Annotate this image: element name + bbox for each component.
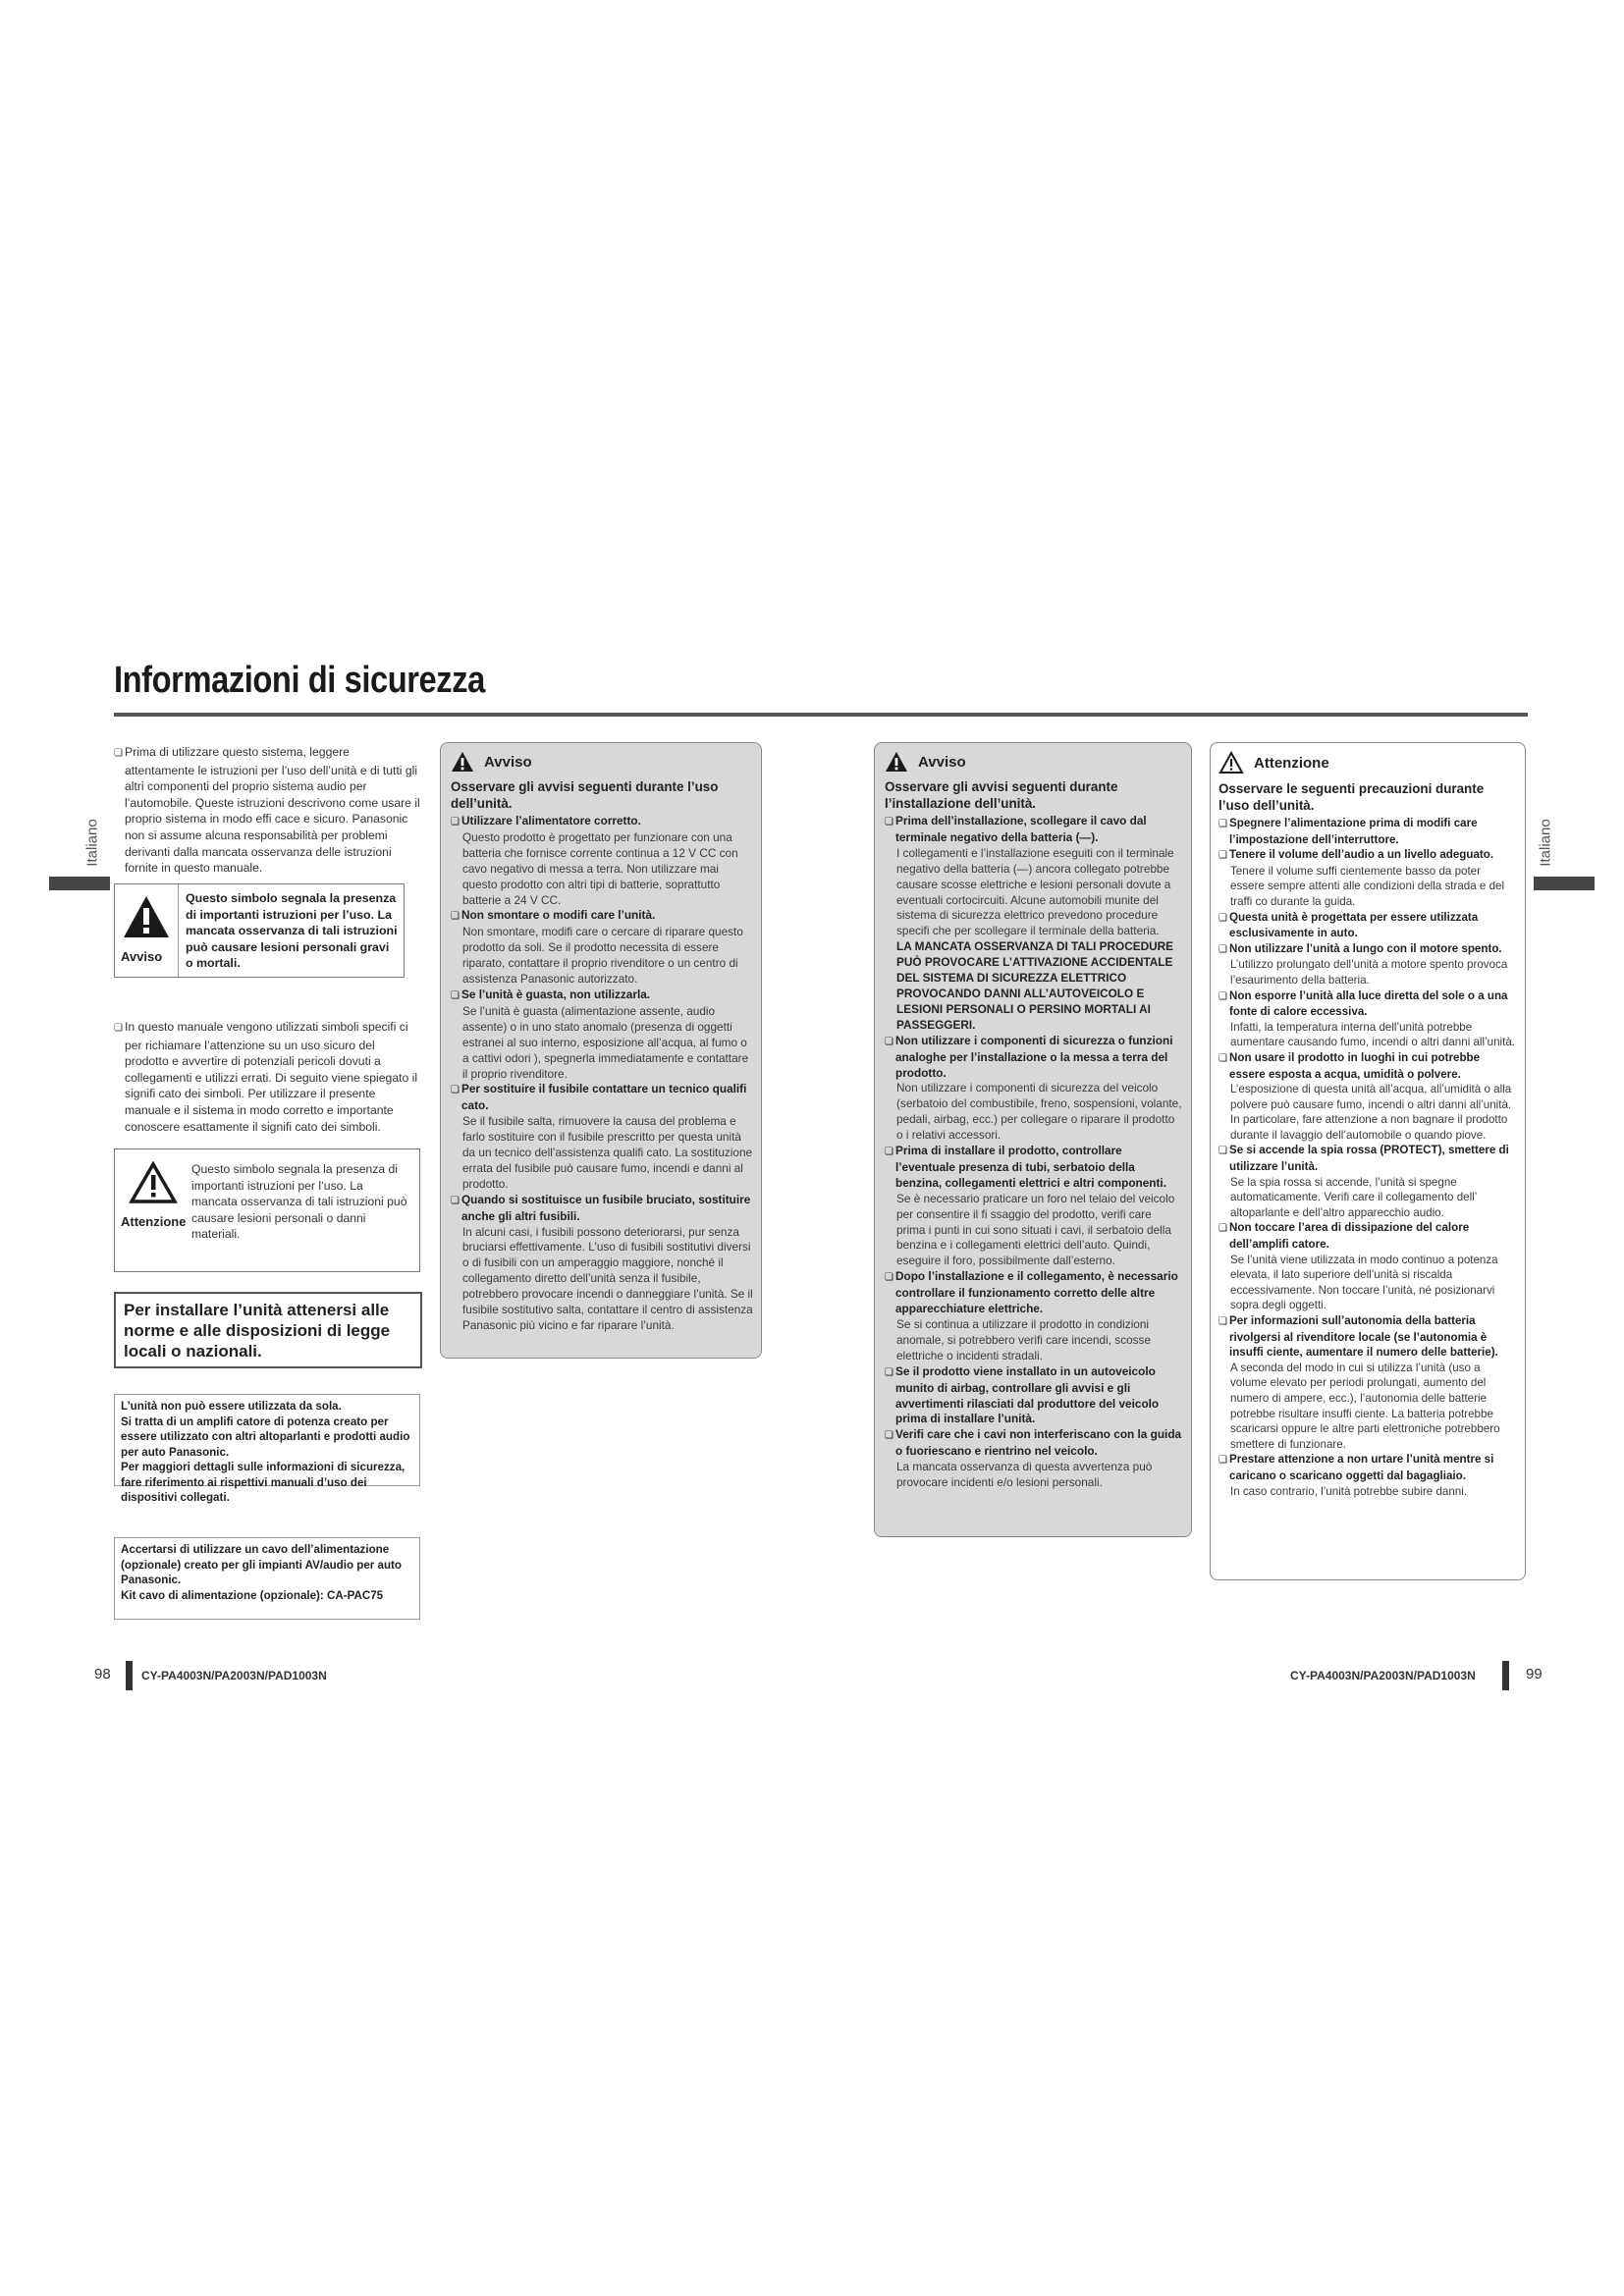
caution-item-title: ❏ Spegnere l’alimentazione prima di modifi care l’impostazione dell’interruttore.: [1218, 816, 1517, 847]
page-title: Informazioni di sicurezza: [114, 660, 485, 701]
caution-item-body: Se l’unità viene utilizzata in modo continuo a potenza elevata, il lato superiore dell’unità si riscalda eccessivamente. Non toccare l’unità, né posizionarvi sopra degli oggetti.: [1230, 1253, 1498, 1312]
warning-panel-installation-items: [885, 814, 1183, 1491]
warning-triangle-icon: [451, 751, 474, 773]
caution-item-body: A seconda del modo in cui si utilizza l’unità (uso a volume elevato per periodi prolungati, aumento del numero di ampere, ecc.), l’autonomia delle batterie potrebbe risultare insuffi ciente. La batteria potrebbe scaricarsi oppure le altre parti elettroniche potrebbero smettere di funzionare.: [1230, 1361, 1500, 1451]
caution-symbol-label: Attenzione: [121, 1214, 187, 1229]
caution-item-body: Se la spia rossa si accende, l’unità si spegne automaticamente. Verifi care il collegamento dell’ altoparlante e dell’altro apparecchio audio.: [1230, 1175, 1477, 1219]
side-tab-right: [1534, 877, 1595, 890]
warning-use-item-body: Se l’unità è guasta (alimentazione assente, audio assente) o in uno stato anomalo (presenza di oggetti estranei al suo interno, esposizione all’acqua, al fumo o a cattivi odori ), spegnerla immediatamente e contattare il proprio rivenditore.: [462, 1003, 749, 1081]
model-number-left: CY-PA4003N/PA2003N/PAD1003N: [141, 1669, 327, 1682]
warning-panel-use-title: Avviso: [484, 753, 532, 771]
warning-use-item-title: ❏ Utilizzare l’alimentatore corretto.: [451, 814, 753, 830]
install-notice-text: Per installare l’unità attenersi alle norme e alle disposizioni di legge locali o nazionali.: [124, 1301, 391, 1361]
caution-item-body: Tenere il volume suffi cientemente basso da poter essere sempre attenti alle condizioni della strada e del traffi co durante la guida.: [1230, 864, 1505, 908]
amp-notice-line-2: Si tratta di un amplifi catore di potenza creato per essere utilizzato con altri altoparlanti e prodotti audio per auto Panasonic.: [121, 1415, 410, 1459]
install-notice-box: [114, 1292, 422, 1368]
intro-paragraph: [114, 744, 420, 877]
warning-use-item-title: ❏ Non smontare o modifi care l’unità.: [451, 908, 753, 925]
symbols-intro-paragraph: [114, 1019, 420, 1135]
caution-symbol-text: Questo simbolo segnala la presenza di importanti istruzioni per l’uso. La mancata osservanza di tali istruzioni può causare lesioni personali o danni materiali.: [191, 1162, 407, 1241]
warning-panel-use-items: [451, 814, 753, 1334]
warning-use-item-title: ❏ Quando si sostituisce un fusibile bruciato, sostituire anche gli altri fusibili.: [451, 1193, 753, 1225]
warning-use-item-body: Se il fusibile salta, rimuovere la causa del problema e farlo sostituire con il fusibile prescritto per questa unità da un tecnico dell’assistenza qualifi cato. La sostituzione errata del fusibile può causare fumo, incendi e danni al prodotto.: [462, 1114, 753, 1191]
warning-use-item-body: Non smontare, modifi care o cercare di riparare questo prodotto da soli. Se il prodotto necessita di essere riparato, contattare il proprio rivenditore o un centro di assistenza Panasonic autorizzato.: [462, 925, 743, 987]
caution-item-title: ❏ Questa unità è progettata per essere utilizzata esclusivamente in auto.: [1218, 910, 1517, 941]
warning-panel-use-header: [451, 751, 753, 773]
side-tab-left: [49, 877, 110, 890]
caution-item-title: ❏ Tenere il volume dell’audio a un livello adeguato.: [1218, 847, 1517, 864]
warning-install-item-caps: LA MANCATA OSSERVANZA DI TALI PROCEDURE PUÒ PROVOCARE L’ATTIVAZIONE ACCIDENTALE DEL SISTEMA DI SICUREZZA ELETTRICO PROVOCANDO DANNI ALL’AUTOVEICOLO E LESIONI PERSONALI O PERSINO MORTALI AI PASSEGGERI.: [896, 939, 1174, 1032]
page-number-right: 99: [1526, 1666, 1543, 1682]
caution-panel-title: Attenzione: [1254, 754, 1329, 772]
model-number-right: CY-PA4003N/PA2003N/PAD1003N: [1290, 1669, 1476, 1682]
warning-panel-use-subheading: Osservare gli avvisi seguenti durante l’uso dell’unità.: [451, 779, 719, 811]
page-number-left: 98: [94, 1666, 111, 1682]
caution-item-body: L’esposizione di questa unità all’acqua, all’umidità o alla polvere può causare fumo, incendi o altri danni all’unità. In particolare, fare attenzione a non bagnare il prodotto durante il lavaggio dell’automobile o quando piove.: [1230, 1083, 1512, 1142]
amplifier-notice-box: [114, 1394, 420, 1504]
power-cable-notice-box: [114, 1537, 420, 1620]
caution-triangle-icon: [1218, 751, 1244, 774]
caution-item-body: L’utilizzo prolungato dell’unità a motore spento provoca l’esaurimento della batteria.: [1230, 958, 1508, 987]
caution-item-title: ❏ Se si accende la spia rossa (PROTECT), smettere di utilizzare l’unità.: [1218, 1143, 1517, 1174]
caution-item-title: ❏ Per informazioni sull’autonomia della batteria rivolgersi al rivenditore locale (se l’autonomia è insuffi ciente, aumentare il numero delle batterie).: [1218, 1313, 1517, 1361]
warning-install-item-title: ❏ Se il prodotto viene installato in un autoveicolo munito di airbag, controllare gli avvisi e gli avvertimenti rilasciati dal produttore del veicolo prima di installare l’unità.: [885, 1364, 1183, 1428]
warning-use-item-body: Questo prodotto è progettato per funzionare con una batteria che fornisce corrente continua a 12 V CC con cavo negativo di messa a terra. Non utilizzare mai questo prodotto con altri tipi di batterie, soprattutto batterie a 24 V CC.: [462, 829, 738, 907]
warning-use-item-body: In alcuni casi, i fusibili possono deteriorarsi, pur senza bruciarsi effettivamente. L’uso di fusibili sostitutivi diversi o di fusibili con un amperaggio maggiore, nonché il collegamento diretto dell’unità senza il fusibile, potrebbero provocare incendi o danneggiare l’unità. Se il fusibile sostitutivo salta, contattare il centro di assistenza Panasonic più vicino e far riparare l’unità.: [462, 1224, 753, 1332]
warning-install-item-title: ❏ Prima di installare il prodotto, controllare l’eventuale presenza di tubi, serbatoio della benzina, collegamenti elettrici e altri componenti.: [885, 1144, 1183, 1192]
side-language-label-left: Italiano: [83, 819, 101, 867]
warning-symbol-label: Avviso: [121, 949, 163, 964]
caution-item-title: ❏ Non utilizzare l’unità a lungo con il motore spento.: [1218, 941, 1517, 958]
warning-panel-use: [440, 742, 762, 1359]
warning-triangle-icon: [885, 751, 908, 773]
caution-triangle-icon: [129, 1161, 178, 1204]
warning-install-item-body: Non utilizzare i componenti di sicurezza del veicolo (serbatoio del combustibile, freno, sospensioni, volante, pedali, airbag, ecc.) per collegare o riparare il prodotto o i relativi accessori.: [896, 1081, 1182, 1143]
warning-install-item-title: ❏ Non utilizzare i componenti di sicurezza o funzioni analoghe per l’installazione o la messa a terra del prodotto.: [885, 1034, 1183, 1082]
warning-symbol-text: Questo simbolo segnala la presenza di importanti istruzioni per l’uso. La mancata osservanza di tali istruzioni può causare lesioni personali gravi o mortali.: [186, 891, 398, 970]
warning-install-item-title: ❏ Prima dell’installazione, scollegare il cavo dal terminale negativo della batteria (—).: [885, 814, 1183, 846]
warning-symbol-box: [114, 883, 405, 978]
amplifier-notice-content: [121, 1399, 413, 1506]
caution-item-title: ❏ Non toccare l’area di dissipazione del calore dell’amplifi catore.: [1218, 1220, 1517, 1252]
caution-panel-header: [1218, 751, 1517, 774]
warning-symbol-graphic: [115, 884, 179, 977]
title-rule: [114, 713, 1528, 717]
warning-install-item-title: ❏ Verifi care che i cavi non interferiscano con la guida o fuoriescano e rientrino nel veicolo.: [885, 1427, 1183, 1460]
caution-symbol-box: [114, 1148, 420, 1272]
cable-notice-line-1: Accertarsi di utilizzare un cavo dell’alimentazione (opzionale) creato per gli impianti AV/audio per auto Panasonic.: [121, 1543, 403, 1586]
warning-use-item-title: ❏ Per sostituire il fusibile contattare un tecnico qualifi cato.: [451, 1082, 753, 1114]
warning-use-item-title: ❏ Se l’unità è guasta, non utilizzarla.: [451, 988, 753, 1004]
footer-bar-left: [126, 1661, 133, 1690]
amp-notice-line-1: L’unità non può essere utilizzata da sola.: [121, 1400, 342, 1413]
warning-panel-installation-header: [885, 751, 1183, 773]
warning-triangle-icon: [122, 894, 171, 939]
warning-install-item-body: Se è necessario praticare un foro nel telaio del veicolo per consentire il fi ssaggio del prodotto, verifi care prima i punti in cui sono situati i cavi, il serbatoio della benzina e i collegamenti elettrici dell’auto. Quindi, eseguire il foro, possibilmente dall’esterno.: [896, 1191, 1175, 1268]
warning-panel-installation-subheading: Osservare gli avvisi seguenti durante l’installazione dell’unità.: [885, 779, 1118, 811]
warning-panel-installation: [874, 742, 1192, 1537]
warning-install-item-body: Se si continua a utilizzare il prodotto in condizioni anomale, si potrebbero verifi care incendi, scosse elettriche o incidenti stradali.: [896, 1317, 1152, 1362]
caution-item-title: ❏ Non esporre l’unità alla luce diretta del sole o a una fonte di calore eccessiva.: [1218, 988, 1517, 1020]
amp-notice-line-3: Per maggiori dettagli sulle informazioni di sicurezza, fare riferimento ai rispettivi manuali d’uso dei dispositivi collegati.: [121, 1461, 406, 1504]
warning-install-item-body: I collegamenti e l’installazione eseguiti con il terminale negativo della batteria (—) ancora collegato potrebbe causare scosse elettriche e lesioni personali dovute a eventuali cortocircuiti. Alcune automobili munite del sistema di sicurezza elettrico prevedono procedure specifi che per scollegare il terminale della batteria.: [896, 845, 1174, 938]
caution-panel-items: [1218, 816, 1517, 1499]
warning-install-item-body: La mancata osservanza di questa avvertenza può provocare incidenti e/o lesioni personali.: [896, 1460, 1153, 1490]
symbols-intro-text: ❏ In questo manuale vengono utilizzati simboli specifi ci per richiamare l’attenzione su un uso sicuro del prodotto e avvertire di potenziali pericoli dovuti a collegamenti e utilizzi errati. Di seguito viene spiegato il signifi cato dei simboli. Per utilizzare il presente manuale e il sistema in modo corretto e importante conoscere esattamente il signifi cato dei simboli.: [114, 1019, 420, 1135]
caution-item-body: In caso contrario, l’unità potrebbe subire danni.: [1230, 1484, 1468, 1498]
caution-item-body: Infatti, la temperatura interna dell’unità potrebbe aumentare causando fumo, incendi o altri danni all’unità.: [1230, 1020, 1516, 1049]
side-language-label-right: Italiano: [1537, 819, 1554, 867]
power-cable-notice-content: [121, 1542, 413, 1603]
warning-install-item-title: ❏ Dopo l’installazione e il collegamento, è necessario controllare il funzionamento corretto delle altre apparecchiature elettriche.: [885, 1269, 1183, 1317]
intro-text: ❏ Prima di utilizzare questo sistema, leggere attentamente le istruzioni per l’uso dell’unità e di tutti gli altri componenti del proprio sistema audio per l’automobile. Queste istruzioni descrivono come usare il proprio sistema in modo effi cace e sicuro. Panasonic non si assume alcuna responsabilità per problemi derivanti dalla mancata osservanza delle istruzioni fornite in questo manuale.: [114, 744, 420, 877]
caution-item-title: ❏ Prestare attenzione a non urtare l’unità mentre si caricano o scaricano oggetti dal bagagliaio.: [1218, 1452, 1517, 1483]
warning-panel-installation-title: Avviso: [918, 753, 966, 771]
caution-panel-subheading: Osservare le seguenti precauzioni durante l’uso dell’unità.: [1218, 781, 1485, 813]
caution-item-title: ❏ Non usare il prodotto in luoghi in cui potrebbe essere esposta a acqua, umidità o polvere.: [1218, 1050, 1517, 1082]
caution-panel: [1210, 742, 1526, 1580]
footer-bar-right: [1502, 1661, 1509, 1690]
cable-notice-line-2: Kit cavo di alimentazione (opzionale): CA-PAC75: [121, 1588, 384, 1602]
